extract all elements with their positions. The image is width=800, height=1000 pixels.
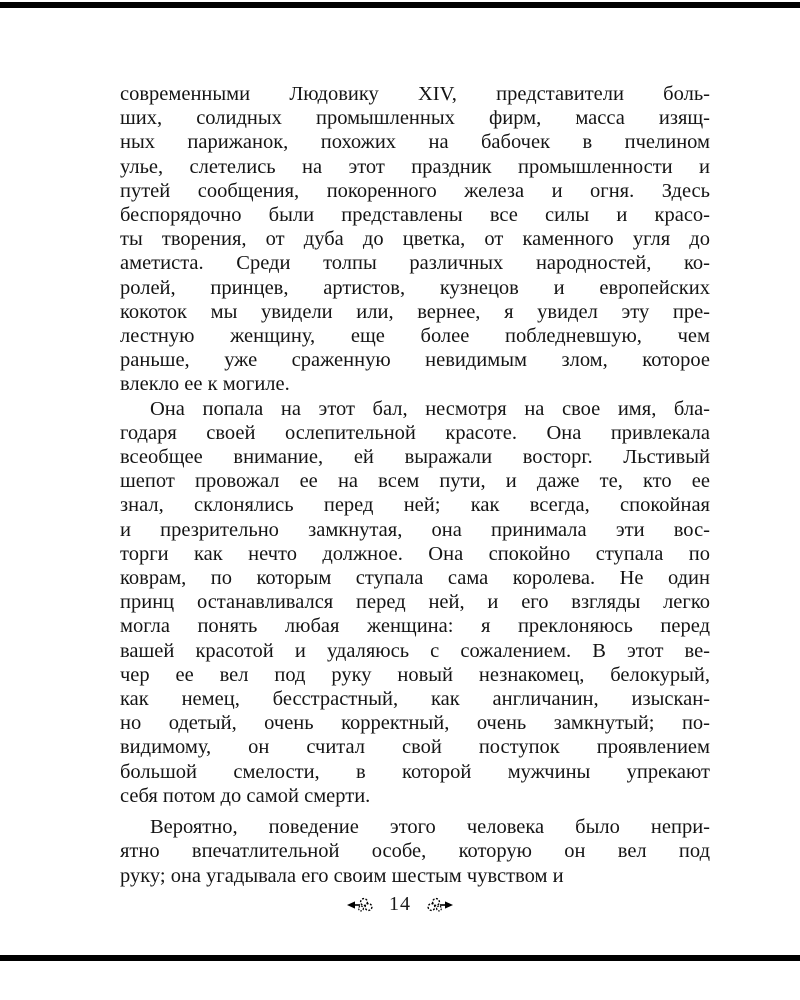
- page-footer: [0, 893, 800, 916]
- text-line: влекло ее к могиле.: [120, 373, 290, 396]
- text-line: как немец, бесстрастный, как англичанин, изыскан-: [120, 688, 710, 711]
- text-line: вашей красотой и удаляюсь с сожалением. В этот ве-: [120, 639, 710, 662]
- footer-ornament-left-icon: [347, 897, 374, 913]
- text-line: годаря своей ослепительной красоте. Она привлекала: [120, 421, 710, 444]
- text-line: аметиста. Среди толпы различных народностей, ко-: [120, 252, 710, 275]
- text-line: лестную женщину, еще более побледневшую, чем: [120, 325, 710, 348]
- text-line: ты творения, от дуба до цветка, от каменного угля до: [120, 228, 710, 251]
- text-line: Вероятно, поведение этого человека было непри-: [150, 816, 710, 839]
- text-line: принц останавливался перед ней, и его взгляды легко: [120, 591, 710, 614]
- footer-ornament-right-icon: [426, 897, 453, 913]
- text-line: кокоток мы увидели или, вернее, я увидел эту пре-: [120, 300, 710, 323]
- text-line: ролей, принцев, артистов, кузнецов и европейских: [120, 276, 710, 299]
- text-line: путей сообщения, покоренного железа и огня. Здесь: [120, 179, 710, 202]
- text-line: улье, слетелись на этот праздник промышленности и: [120, 155, 710, 178]
- paragraph: [120, 815, 710, 888]
- text-line: ятно впечатлительной особе, которую он вел под: [120, 840, 710, 863]
- text-line: чер ее вел под руку новый незнакомец, белокурый,: [120, 663, 710, 686]
- text-line: торги как нечто должное. Она спокойно ступала по: [120, 542, 710, 565]
- bottom-rule-bar: [0, 955, 800, 961]
- text-line: современными Людовику XIV, представители боль-: [120, 83, 710, 105]
- page-text: [120, 82, 710, 888]
- text-line: руку; она угадывала его своим шестым чувством и: [120, 864, 564, 887]
- paragraph: [120, 82, 710, 397]
- text-line: Она попала на этот бал, несмотря на свое имя, бла-: [150, 397, 710, 420]
- text-line: знал, склонялись перед ней; как всегда, спокойная: [120, 494, 710, 517]
- text-line: коврам, по которым ступала сама королева. Не один: [120, 567, 710, 590]
- text-line: себя потом до самой смерти.: [120, 784, 371, 807]
- text-line: и презрительно замкнутая, она принимала эти вос-: [120, 518, 710, 541]
- paragraph: [120, 397, 710, 808]
- text-line: могла понять любая женщина: я преклоняюсь перед: [120, 615, 710, 638]
- text-line: ных парижанок, похожих на бабочек в пчелином: [120, 131, 710, 154]
- text-line: ших, солидных промышленных фирм, масса изящ-: [120, 107, 710, 130]
- text-line: видимому, он считал свой поступок проявлением: [120, 736, 710, 759]
- top-rule-bar: [0, 2, 800, 8]
- text-line: шепот провожал ее на всем пути, и даже те, кто ее: [120, 470, 710, 493]
- page-number: 14: [389, 893, 411, 915]
- text-line: большой смелости, в которой мужчины упрекают: [120, 760, 710, 783]
- text-line: но одетый, очень корректный, очень замкнутый; по-: [120, 712, 710, 735]
- text-line: всеобщее внимание, ей выражали восторг. Льстивый: [120, 446, 710, 469]
- text-line: раньше, уже сраженную невидимым злом, которое: [120, 349, 710, 372]
- text-line: беспорядочно были представлены все силы и красо-: [120, 204, 710, 227]
